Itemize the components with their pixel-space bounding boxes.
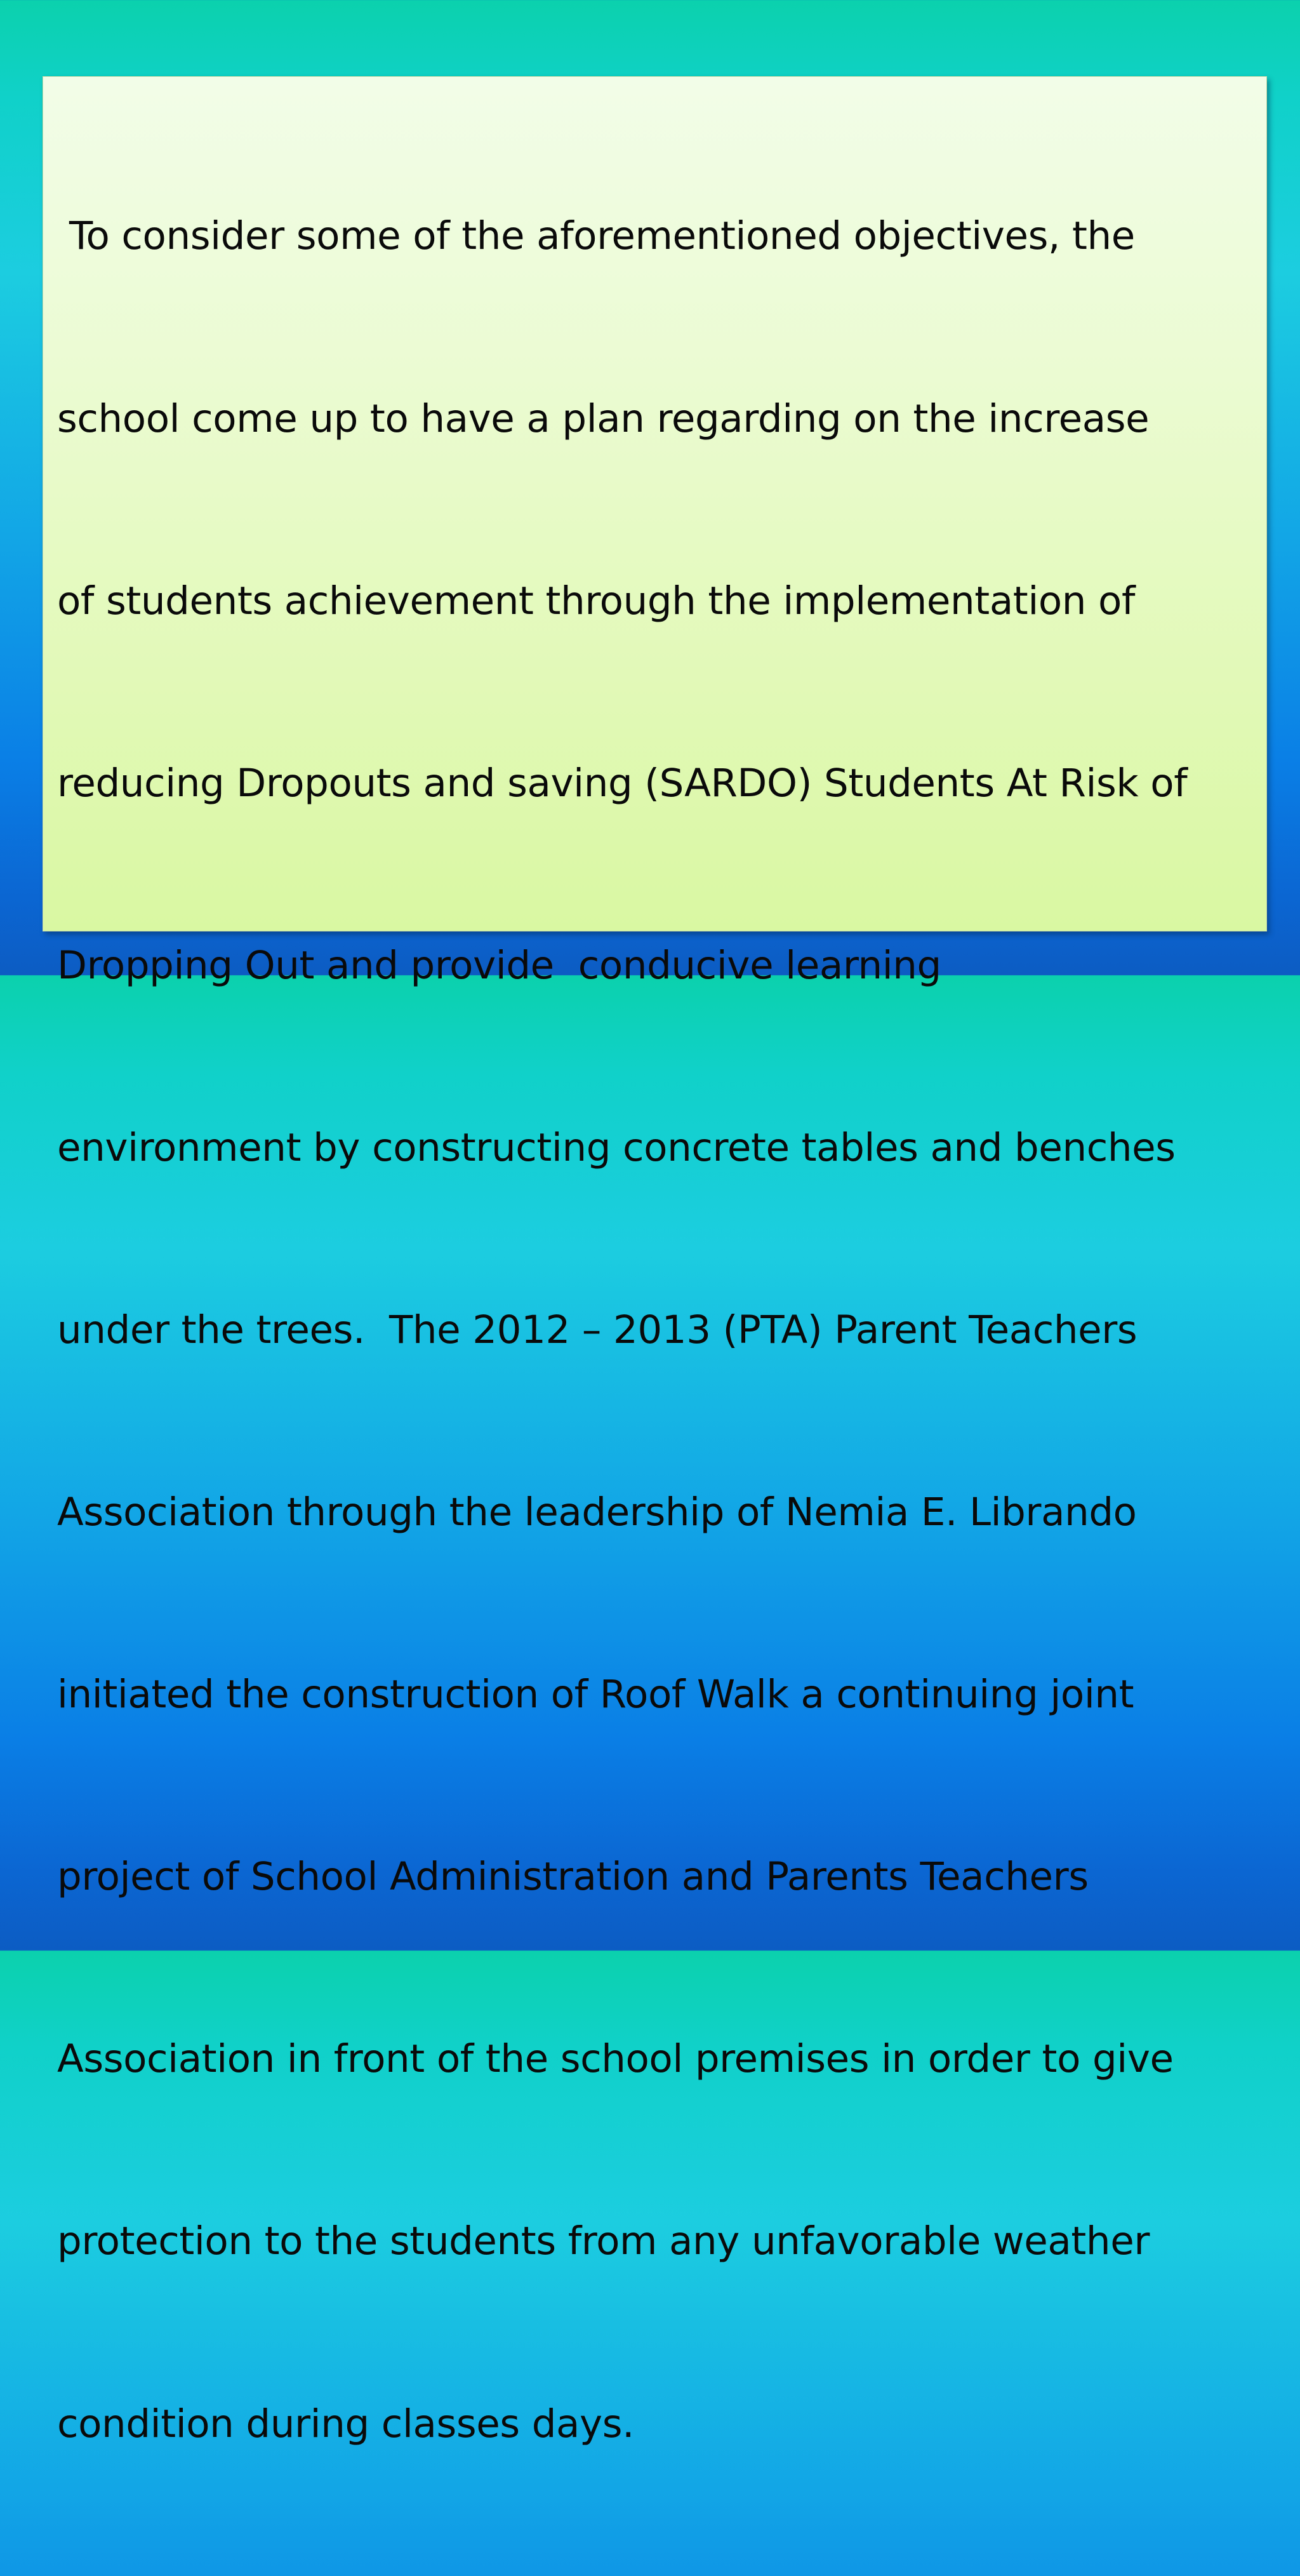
- paragraph-line: under the trees. The 2012 – 2013 (PTA) Parent Teachers: [57, 1307, 1138, 1352]
- paragraph-line: reducing Dropouts and saving (SARDO) Students At Risk of: [57, 760, 1188, 806]
- paragraph-line: Association in front of the school premises in order to give: [57, 2036, 1174, 2082]
- paragraph-line: environment by constructing concrete tables and benches: [57, 1124, 1176, 1170]
- body-paragraph: [57, 84, 1263, 2576]
- paragraph-line: To consider some of the aforementioned objectives, the: [57, 213, 1135, 259]
- paragraph-line: project of School Administration and Parents Teachers: [57, 1854, 1089, 1900]
- paragraph-line: condition during classes days.: [57, 2401, 635, 2446]
- paragraph-line: Association through the leadership of Nemia E. Librando: [57, 1490, 1137, 1535]
- paragraph-line: of students achievement through the implementation of: [57, 578, 1136, 624]
- paragraph-line: Dropping Out and provide conducive learning: [57, 942, 941, 988]
- paragraph-line: school come up to have a plan regarding on the increase: [57, 396, 1150, 441]
- text-box: [43, 76, 1267, 2446]
- paragraph-line: protection to the students from any unfavorable weather: [57, 2219, 1150, 2264]
- paragraph-line: initiated the construction of Roof Walk a continuing joint: [57, 1672, 1134, 1718]
